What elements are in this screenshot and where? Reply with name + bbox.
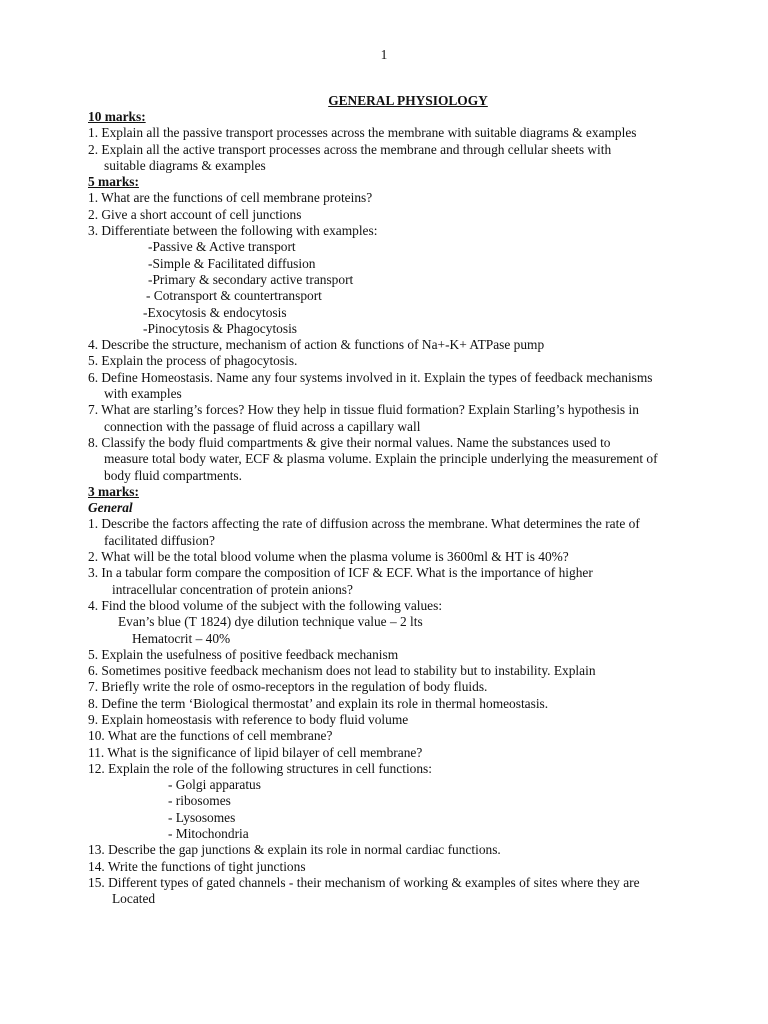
- sub-item: -Simple & Facilitated diffusion: [148, 255, 316, 271]
- question-item: 6. Define Homeostasis. Name any four systems involved in it. Explain the types of feedback mechanisms: [88, 369, 653, 385]
- sub-item: -Exocytosis & endocytosis: [143, 304, 287, 320]
- sub-item: Evan’s blue (T 1824) dye dilution technique value – 2 lts: [118, 614, 423, 630]
- question-item: 2. What will be the total blood volume when the plasma volume is 3600ml & HT is 40%?: [88, 549, 569, 565]
- question-item: 12. Explain the role of the following structures in cell functions:: [88, 760, 432, 776]
- question-item: 2. Explain all the active transport processes across the membrane and through cellular sheets with: [88, 141, 612, 157]
- question-item-continuation: facilitated diffusion?: [104, 532, 215, 548]
- page-title: GENERAL PHYSIOLOGY: [328, 93, 488, 108]
- question-item: 2. Give a short account of cell junctions: [88, 206, 302, 222]
- question-item: 8. Define the term ‘Biological thermostat’ and explain its role in thermal homeostasis.: [88, 695, 549, 711]
- question-item: 13. Describe the gap junctions & explain its role in normal cardiac functions.: [88, 842, 501, 858]
- question-item: 1. Describe the factors affecting the rate of diffusion across the membrane. What determines the rate of: [88, 516, 640, 532]
- sub-item: - Mitochondria: [168, 826, 249, 842]
- sub-item: - Cotransport & countertransport: [146, 288, 322, 304]
- section-heading-5-marks: 5 marks:: [88, 174, 139, 190]
- question-item: 11. What is the significance of lipid bilayer of cell membrane?: [88, 744, 423, 760]
- sub-item: -Passive & Active transport: [148, 239, 296, 255]
- question-item-continuation: intracellular concentration of protein anions?: [112, 581, 353, 597]
- subsection-heading-general: General: [88, 500, 133, 516]
- question-item-continuation: connection with the passage of fluid across a capillary wall: [104, 418, 421, 434]
- question-item: 1. Explain all the passive transport processes across the membrane with suitable diagrams & examples: [88, 125, 637, 141]
- question-item: 5. Explain the process of phagocytosis.: [88, 353, 298, 369]
- question-item: 4. Describe the structure, mechanism of action & functions of Na+-K+ ATPase pump: [88, 337, 545, 353]
- question-item: 4. Find the blood volume of the subject with the following values:: [88, 597, 443, 613]
- question-item: 7. What are starling’s forces? How they help in tissue fluid formation? Explain Starling’s hypothesis in: [88, 402, 639, 418]
- page-number: 1: [380, 47, 388, 62]
- question-item-continuation: suitable diagrams & examples: [104, 157, 266, 173]
- sub-item: -Primary & secondary active transport: [148, 271, 354, 287]
- question-item: 6. Sometimes positive feedback mechanism does not lead to stability but to instability. Explain: [88, 663, 596, 679]
- question-list: [88, 109, 698, 908]
- section-heading-3-marks: 3 marks:: [88, 483, 139, 499]
- question-item: 3. In a tabular form compare the composition of ICF & ECF. What is the importance of higher: [88, 565, 593, 581]
- question-item: 10. What are the functions of cell membrane?: [88, 728, 333, 744]
- question-item-continuation: with examples: [104, 386, 182, 402]
- sub-item: Hematocrit – 40%: [132, 630, 231, 646]
- question-item-continuation: Located: [112, 891, 156, 907]
- sub-item: - ribosomes: [168, 793, 231, 809]
- question-item: 1. What are the functions of cell membrane proteins?: [88, 190, 373, 206]
- question-item: 9. Explain homeostasis with reference to body fluid volume: [88, 711, 409, 727]
- sub-item: - Lysosomes: [168, 809, 236, 825]
- question-item: 15. Different types of gated channels - their mechanism of working & examples of sites where they are: [88, 874, 640, 890]
- question-item-continuation: measure total body water, ECF & plasma volume. Explain the principle underlying the measurement of: [104, 451, 658, 467]
- question-item: 5. Explain the usefulness of positive feedback mechanism: [88, 646, 399, 662]
- question-item: 3. Differentiate between the following with examples:: [88, 223, 378, 239]
- sub-item: -Pinocytosis & Phagocytosis: [143, 320, 297, 336]
- question-item: 14. Write the functions of tight junctions: [88, 858, 306, 874]
- question-item: 7. Briefly write the role of osmo-receptors in the regulation of body fluids.: [88, 679, 488, 695]
- question-item: 8. Classify the body fluid compartments & give their normal values. Name the substances used to: [88, 434, 611, 450]
- section-heading-10-marks: 10 marks:: [88, 109, 146, 124]
- question-item-continuation: body fluid compartments.: [104, 467, 242, 483]
- sub-item: - Golgi apparatus: [168, 777, 261, 793]
